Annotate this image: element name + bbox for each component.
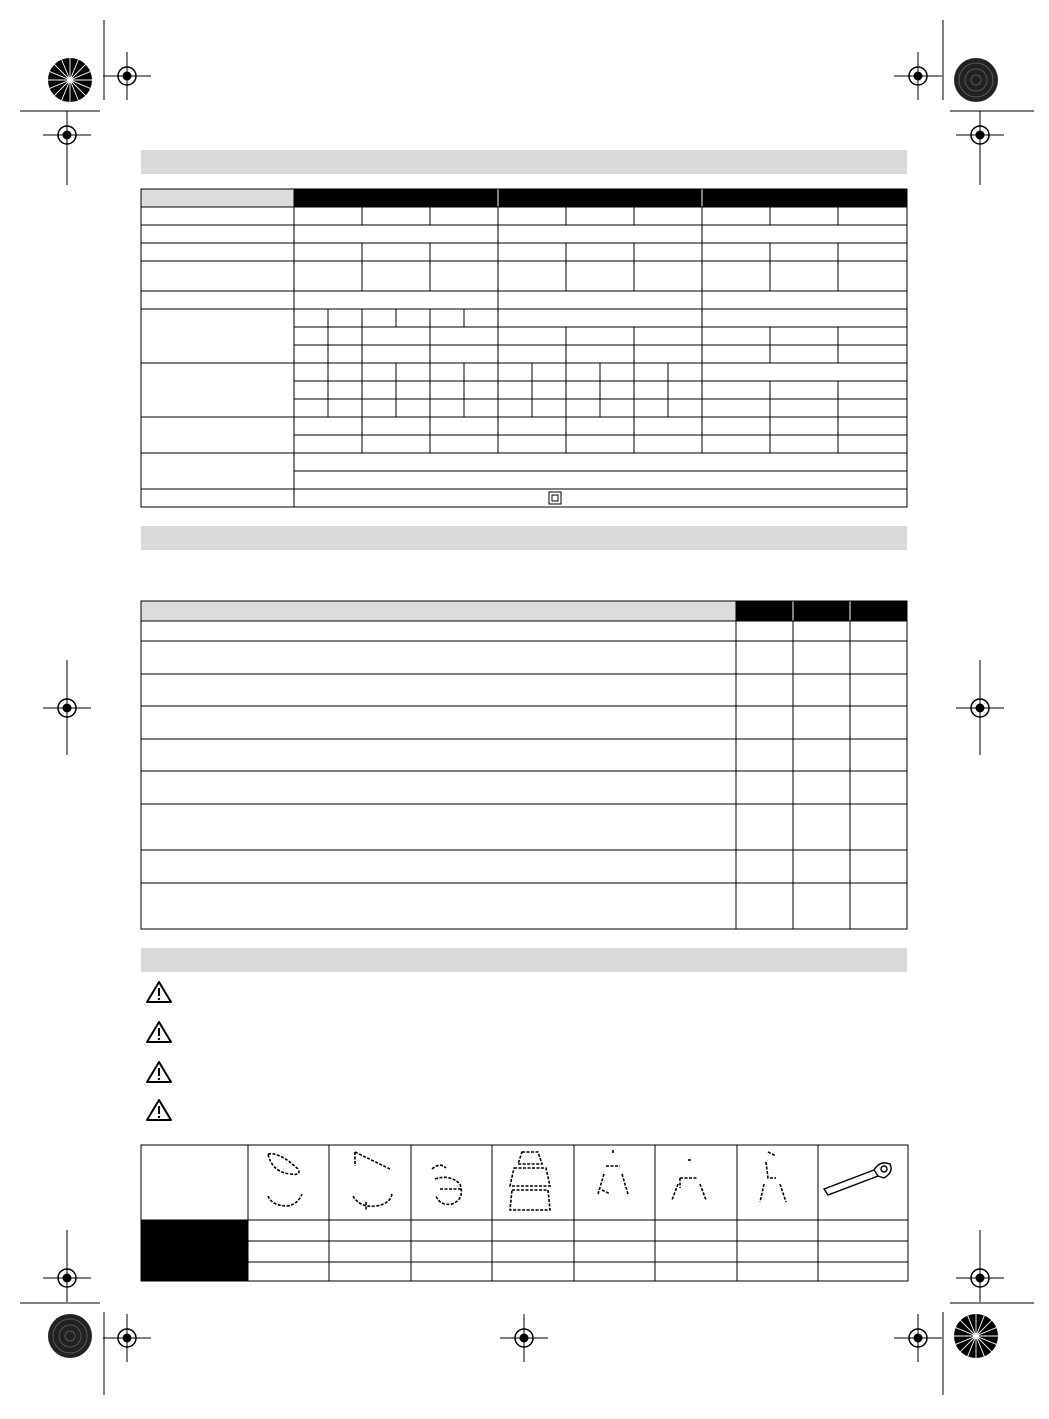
section-header-noise-vibration	[141, 526, 907, 550]
glass-protection-nozzle-icon	[432, 1165, 462, 1204]
cone-nozzle-icon	[598, 1150, 628, 1194]
double-insulation-square-icon	[549, 492, 561, 504]
section-header-safety-notes	[141, 948, 907, 972]
surface-nozzle-icon	[353, 1152, 392, 1210]
reduction-nozzle-icon	[510, 1152, 550, 1210]
flat-nozzle-icon	[672, 1160, 706, 1200]
section-header-technical-data	[141, 150, 907, 174]
reflector-nozzle-icon	[268, 1154, 302, 1206]
warning-triangle-icon	[145, 1060, 173, 1084]
accessories-table	[140, 1144, 910, 1284]
technical-data-table	[140, 188, 908, 510]
warning-triangle-icon	[145, 1020, 173, 1044]
angled-nozzle-icon	[760, 1152, 786, 1202]
warning-triangle-icon	[145, 980, 173, 1004]
noise-vibration-table	[140, 600, 908, 932]
warning-triangle-icon	[145, 1098, 173, 1122]
scraper-tool-icon	[824, 1163, 891, 1195]
